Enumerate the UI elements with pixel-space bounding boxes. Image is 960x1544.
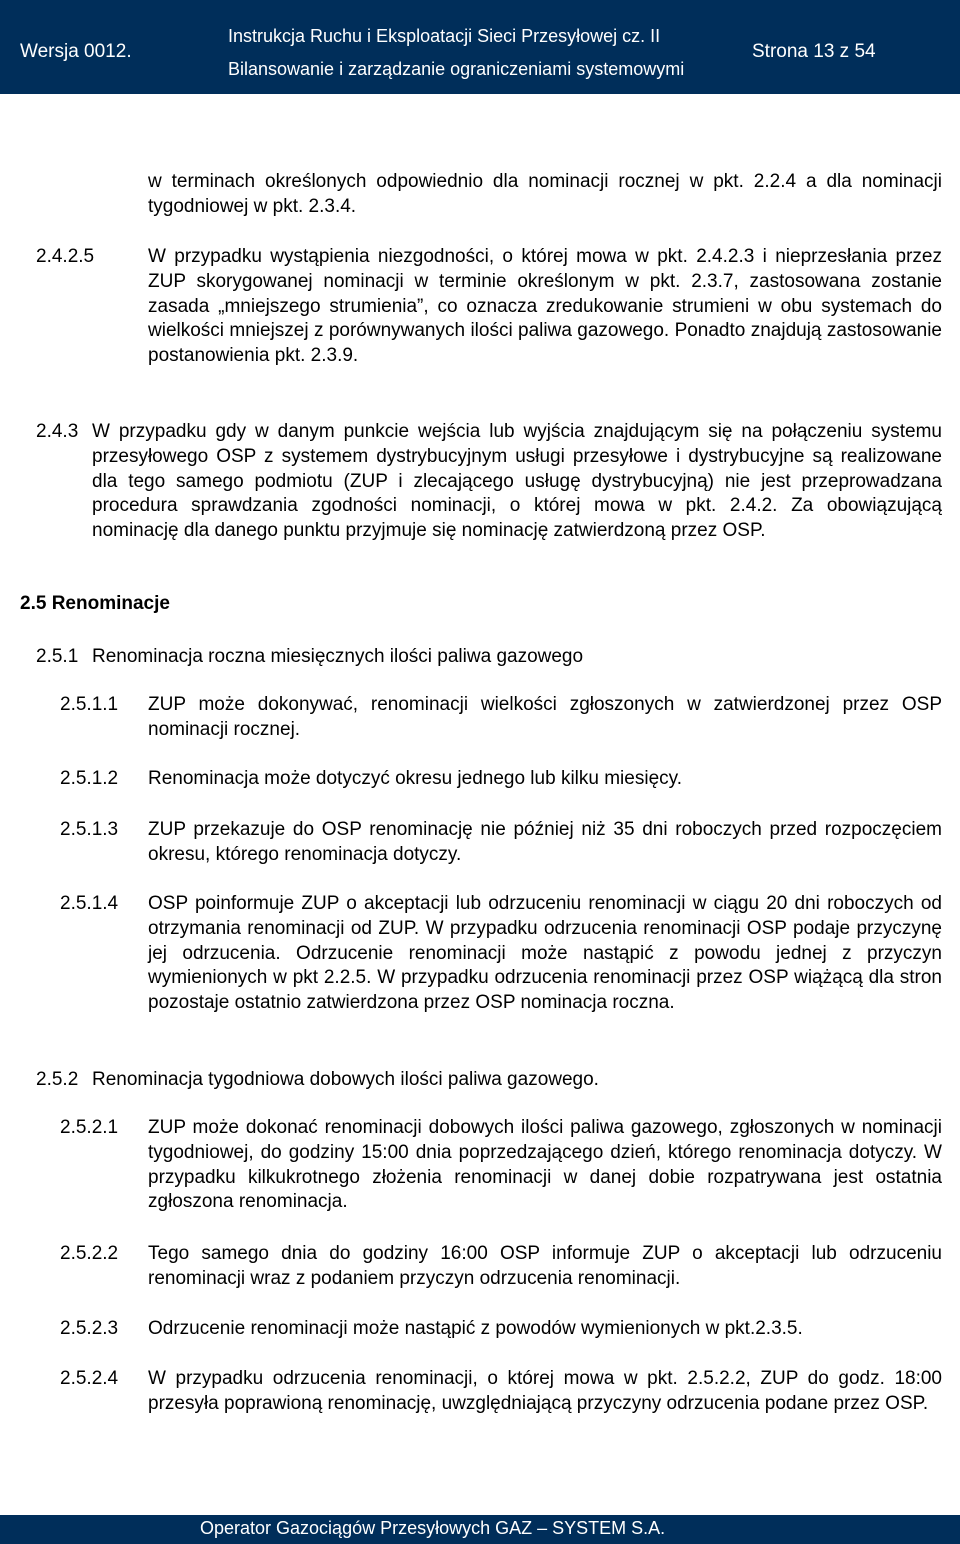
section-2-5-2-2 (60, 1242, 942, 1292)
section-number: 2.5.1 (36, 646, 79, 667)
section-2-5-2-4 (60, 1367, 942, 1417)
heading-renominacje: 2.5 Renominacje (20, 593, 170, 614)
section-number: 2.4.2.5 (36, 246, 95, 267)
section-2-5-1-2 (60, 767, 942, 792)
document-version: Wersja 0012. (20, 41, 132, 62)
section-number: 2.5.1.4 (60, 893, 119, 914)
page-footer (0, 1515, 960, 1544)
section-2-4-2-5 (36, 245, 942, 369)
section-2-4-3 (36, 420, 942, 544)
section-number: 2.5.2.1 (60, 1117, 119, 1138)
section-text: W przypadku odrzucenia renominacji, o której mowa w pkt. 2.5.2.2, ZUP do godz. 18:00 przesyła poprawioną renominację, uwzględniającą przyczyny odrzucenia podane przez OSP. (148, 1368, 942, 1414)
document-subtitle: Bilansowanie i zarządzanie ograniczeniami systemowymi (228, 59, 685, 79)
section-text: W przypadku wystąpienia niezgodności, o której mowa w pkt. 2.4.2.3 i nieprzesłania przez ZUP skorygowanej nominacji w terminie określonym w pkt. 2.3.7, zastosowana zostanie zasada „mniejszego strumienia”, co oznacza zredukowanie strumieni w obu systemach do wielkości mniejszej z porównywanych ilości paliwa gazowego. Ponadto znajdują zastosowanie postanowienia pkt. 2.3.9. (148, 246, 942, 367)
section-number: 2.5.1.3 (60, 819, 119, 840)
section-2-5-2-3 (60, 1317, 942, 1342)
section-2-5-1-4 (60, 892, 942, 1016)
section-number: 2.5.1.1 (60, 694, 119, 715)
section-2-5-2-1 (60, 1116, 942, 1215)
document-title: Instrukcja Ruchu i Eksploatacji Sieci Przesyłowej cz. II (228, 26, 661, 46)
section-number: 2.5.2.3 (60, 1318, 119, 1339)
paragraph-continuation: w terminach określonych odpowiednio dla nominacji rocznej w pkt. 2.2.4 a dla nominacji tygodniowej w pkt. 2.3.4. (148, 171, 942, 217)
section-number: 2.4.3 (36, 421, 79, 442)
page-number: Strona 13 z 54 (752, 41, 876, 62)
section-text: Renominacja tygodniowa dobowych ilości paliwa gazowego. (92, 1069, 599, 1090)
section-number: 2.5.2.2 (60, 1243, 119, 1264)
section-2-5-2 (36, 1068, 942, 1093)
section-2-5-1-1 (60, 693, 942, 743)
section-number: 2.5.2.4 (60, 1368, 119, 1389)
section-text: Renominacja może dotyczyć okresu jednego lub kilku miesięcy. (148, 768, 683, 789)
section-text: ZUP może dokonać renominacji dobowych ilości paliwa gazowego, zgłoszonych w nominacji tygodniowej, do godziny 15:00 dnia poprzedzającego dzień, którego renominacja dotyczy. W przypadku kilkukrotnego złożenia renominacji w danej dobie rozpatrywana jest ostatnia zgłoszona renominacja. (148, 1117, 942, 1213)
section-number: 2.5.1.2 (60, 768, 119, 789)
section-2-5-1 (36, 645, 942, 670)
section-number: 2.5.2 (36, 1069, 79, 1090)
section-text: Renominacja roczna miesięcznych ilości paliwa gazowego (92, 646, 584, 667)
footer-company: Operator Gazociągów Przesyłowych GAZ – SYSTEM S.A. (200, 1518, 666, 1538)
section-text: Odrzucenie renominacji może nastąpić z powodów wymienionych w pkt.2.3.5. (148, 1318, 803, 1339)
section-text: OSP poinformuje ZUP o akceptacji lub odrzuceniu renominacji w ciągu 20 dni roboczych od otrzymania renominacji od ZUP. W przypadku odrzucenia renominacji OSP podaje przyczynę jej odrzucenia. Odrzucenie renominacji może nastąpić z powodu jednej z przyczyn wymienionych w pkt 2.2.5. W przypadku odrzucenia renominacji przez OSP wiążącą dla stron pozostaje ostatnio zatwierdzona przez OSP nominacja roczna. (148, 893, 942, 1014)
section-2-5-1-3 (60, 818, 942, 868)
section-text: Tego samego dnia do godziny 16:00 OSP informuje ZUP o akceptacji lub odrzuceniu renominacji wraz z podaniem przyczyn odrzucenia renominacji. (148, 1243, 942, 1289)
section-text: ZUP może dokonywać, renominacji wielkości zgłoszonych w zatwierdzonej przez OSP nominacji rocznej. (148, 694, 942, 740)
section-text: ZUP przekazuje do OSP renominację nie później niż 35 dni roboczych przed rozpoczęciem okresu, którego renominacja dotyczy. (148, 819, 942, 865)
section-text: W przypadku gdy w danym punkcie wejścia lub wyjścia znajdującym się na połączeniu systemu przesyłowego OSP z systemem dystrybucyjnym usługi przesyłowe i dystrybucyjne są realizowane dla tego samego podmiotu (ZUP i zlecającego usługę dystrybucyjną) nie jest przeprowadzana procedura sprawdzania zgodności nominacji, o której mowa w pkt. 2.4.2. Za obowiązującą nominację dla danego punktu przyjmuje się nominację zatwierdzoną przez OSP. (92, 421, 942, 542)
page-header (0, 0, 960, 94)
